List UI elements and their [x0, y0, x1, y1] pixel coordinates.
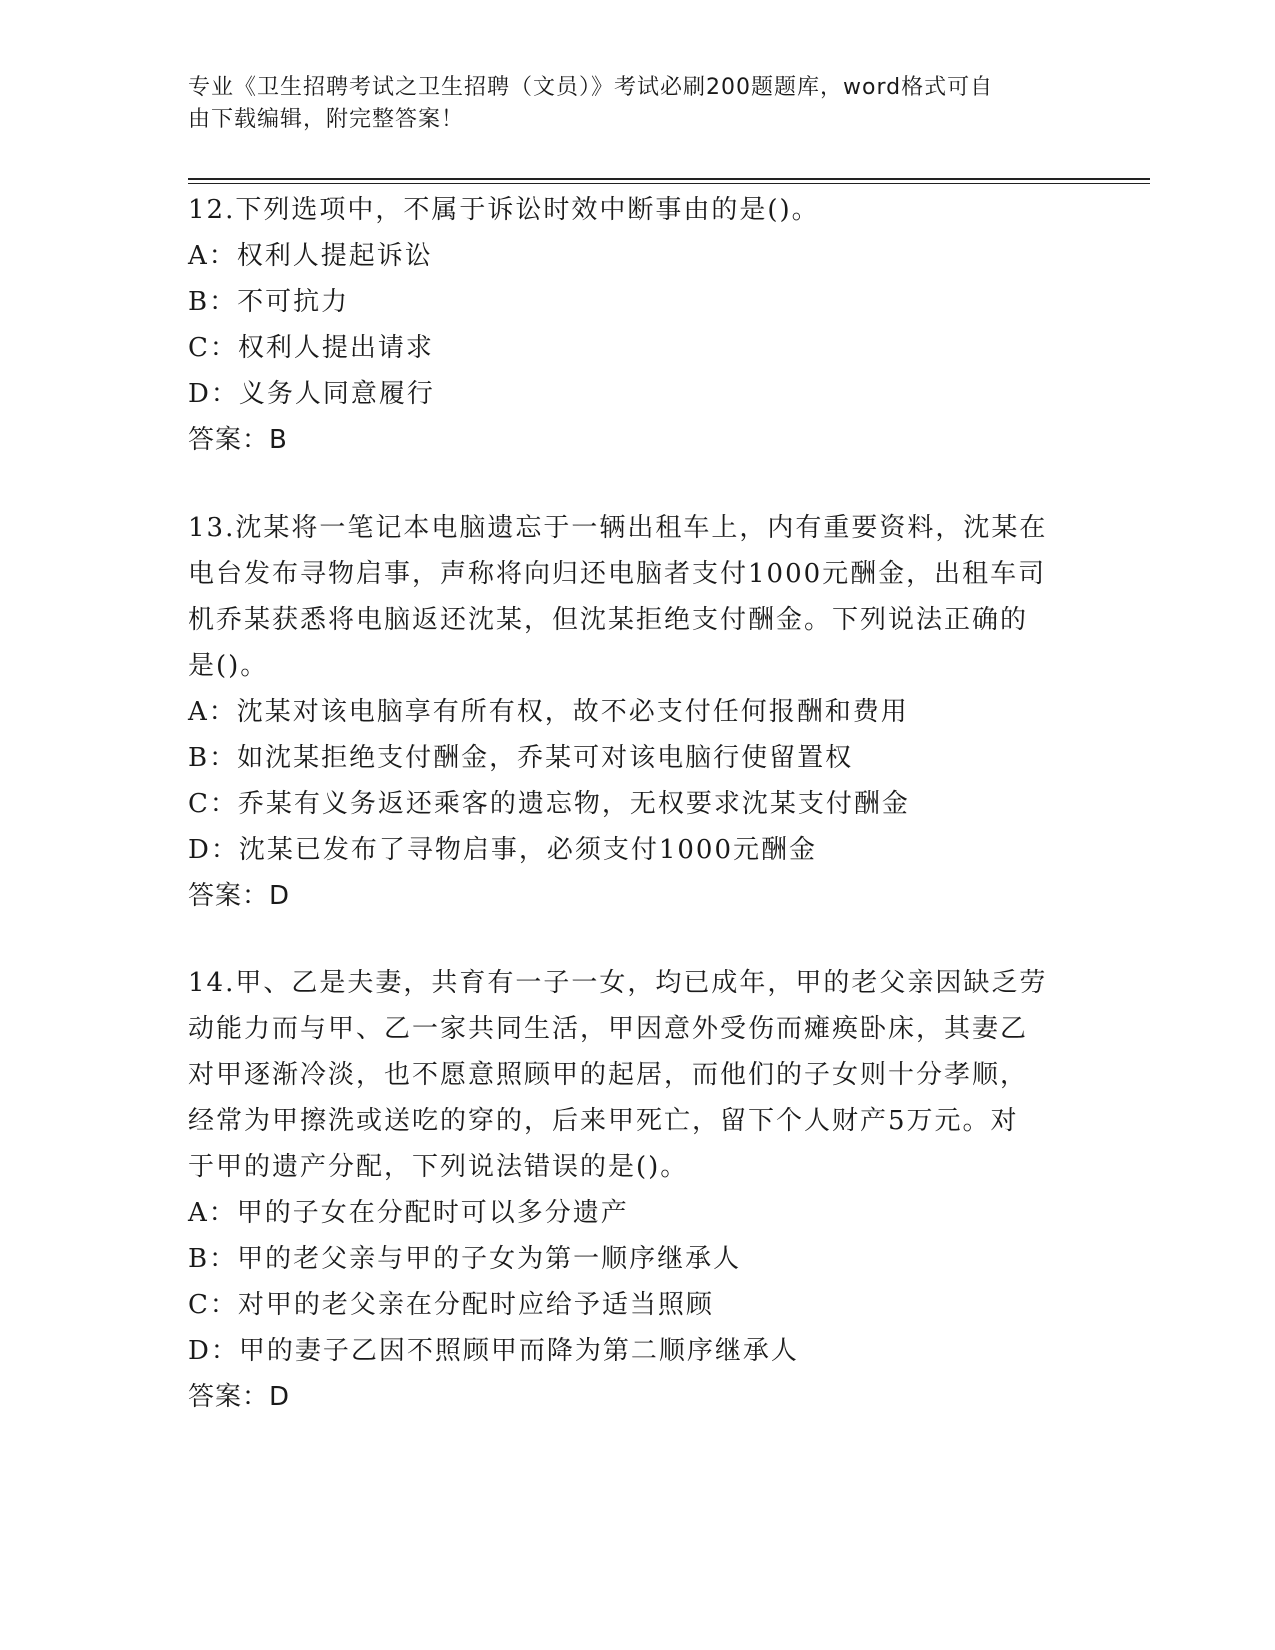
question-stem-line: 14.甲、乙是夫妻，共育有一子一女，均已成年，甲的老父亲因缺乏劳: [188, 968, 1048, 998]
option-b: B：如沈某拒绝支付酬金，乔某可对该电脑行使留置权: [188, 743, 854, 773]
option-a: A：沈某对该电脑享有所有权，故不必支付任何报酬和费用: [188, 697, 909, 727]
header-divider-thick: [188, 178, 1150, 180]
option-c: C：乔某有义务返还乘客的遗忘物，无权要求沈某支付酬金: [188, 789, 910, 819]
option-d: D：义务人同意履行: [188, 379, 435, 409]
question-stem-line: 13.沈某将一笔记本电脑遗忘于一辆出租车上，内有重要资料，沈某在: [188, 513, 1048, 543]
option-c: C：权利人提出请求: [188, 333, 434, 363]
question-14: [188, 960, 1088, 1420]
question-stem-line: 动能力而与甲、乙一家共同生活，甲因意外受伤而瘫痪卧床，其妻乙: [188, 1014, 1029, 1044]
option-a: A：甲的子女在分配时可以多分遗产: [188, 1198, 629, 1228]
question-stem-line: 对甲逐渐冷淡，也不愿意照顾甲的起居，而他们的子女则十分孝顺，: [188, 1060, 1029, 1090]
answer-line: 答案：B: [188, 425, 288, 455]
document-header: [188, 72, 1088, 136]
answer-line: 答案：D: [188, 881, 291, 911]
option-b: B：甲的老父亲与甲的子女为第一顺序继承人: [188, 1244, 742, 1274]
option-d: D：甲的妻子乙因不照顾甲而降为第二顺序继承人: [188, 1336, 799, 1366]
option-a: A：权利人提起诉讼: [188, 241, 433, 271]
option-b: B：不可抗力: [188, 287, 350, 317]
question-stem-line: 是()。: [188, 651, 269, 681]
question-12: [188, 187, 1088, 463]
question-13: [188, 505, 1088, 919]
question-stem-line: 机乔某获悉将电脑返还沈某，但沈某拒绝支付酬金。下列说法正确的: [188, 605, 1029, 635]
question-stem-line: 经常为甲擦洗或送吃的穿的，后来甲死亡，留下个人财产5万元。对: [188, 1106, 1019, 1136]
question-stem-line: 电台发布寻物启事，声称将向归还电脑者支付1000元酬金，出租车司: [188, 559, 1047, 589]
answer-line: 答案：D: [188, 1382, 291, 1412]
option-d: D：沈某已发布了寻物启事，必须支付1000元酬金: [188, 835, 818, 865]
header-divider-thin: [188, 183, 1150, 184]
header-line-2: 由下载编辑，附完整答案！: [188, 107, 465, 132]
question-stem-line: 12.下列选项中，不属于诉讼时效中断事由的是()。: [188, 195, 820, 225]
header-line-1: 专业《卫生招聘考试之卫生招聘（文员）》考试必刷200题题库，word格式可自: [188, 75, 994, 100]
question-stem-line: 于甲的遗产分配，下列说法错误的是()。: [188, 1152, 689, 1182]
option-c: C：对甲的老父亲在分配时应给予适当照顾: [188, 1290, 714, 1320]
